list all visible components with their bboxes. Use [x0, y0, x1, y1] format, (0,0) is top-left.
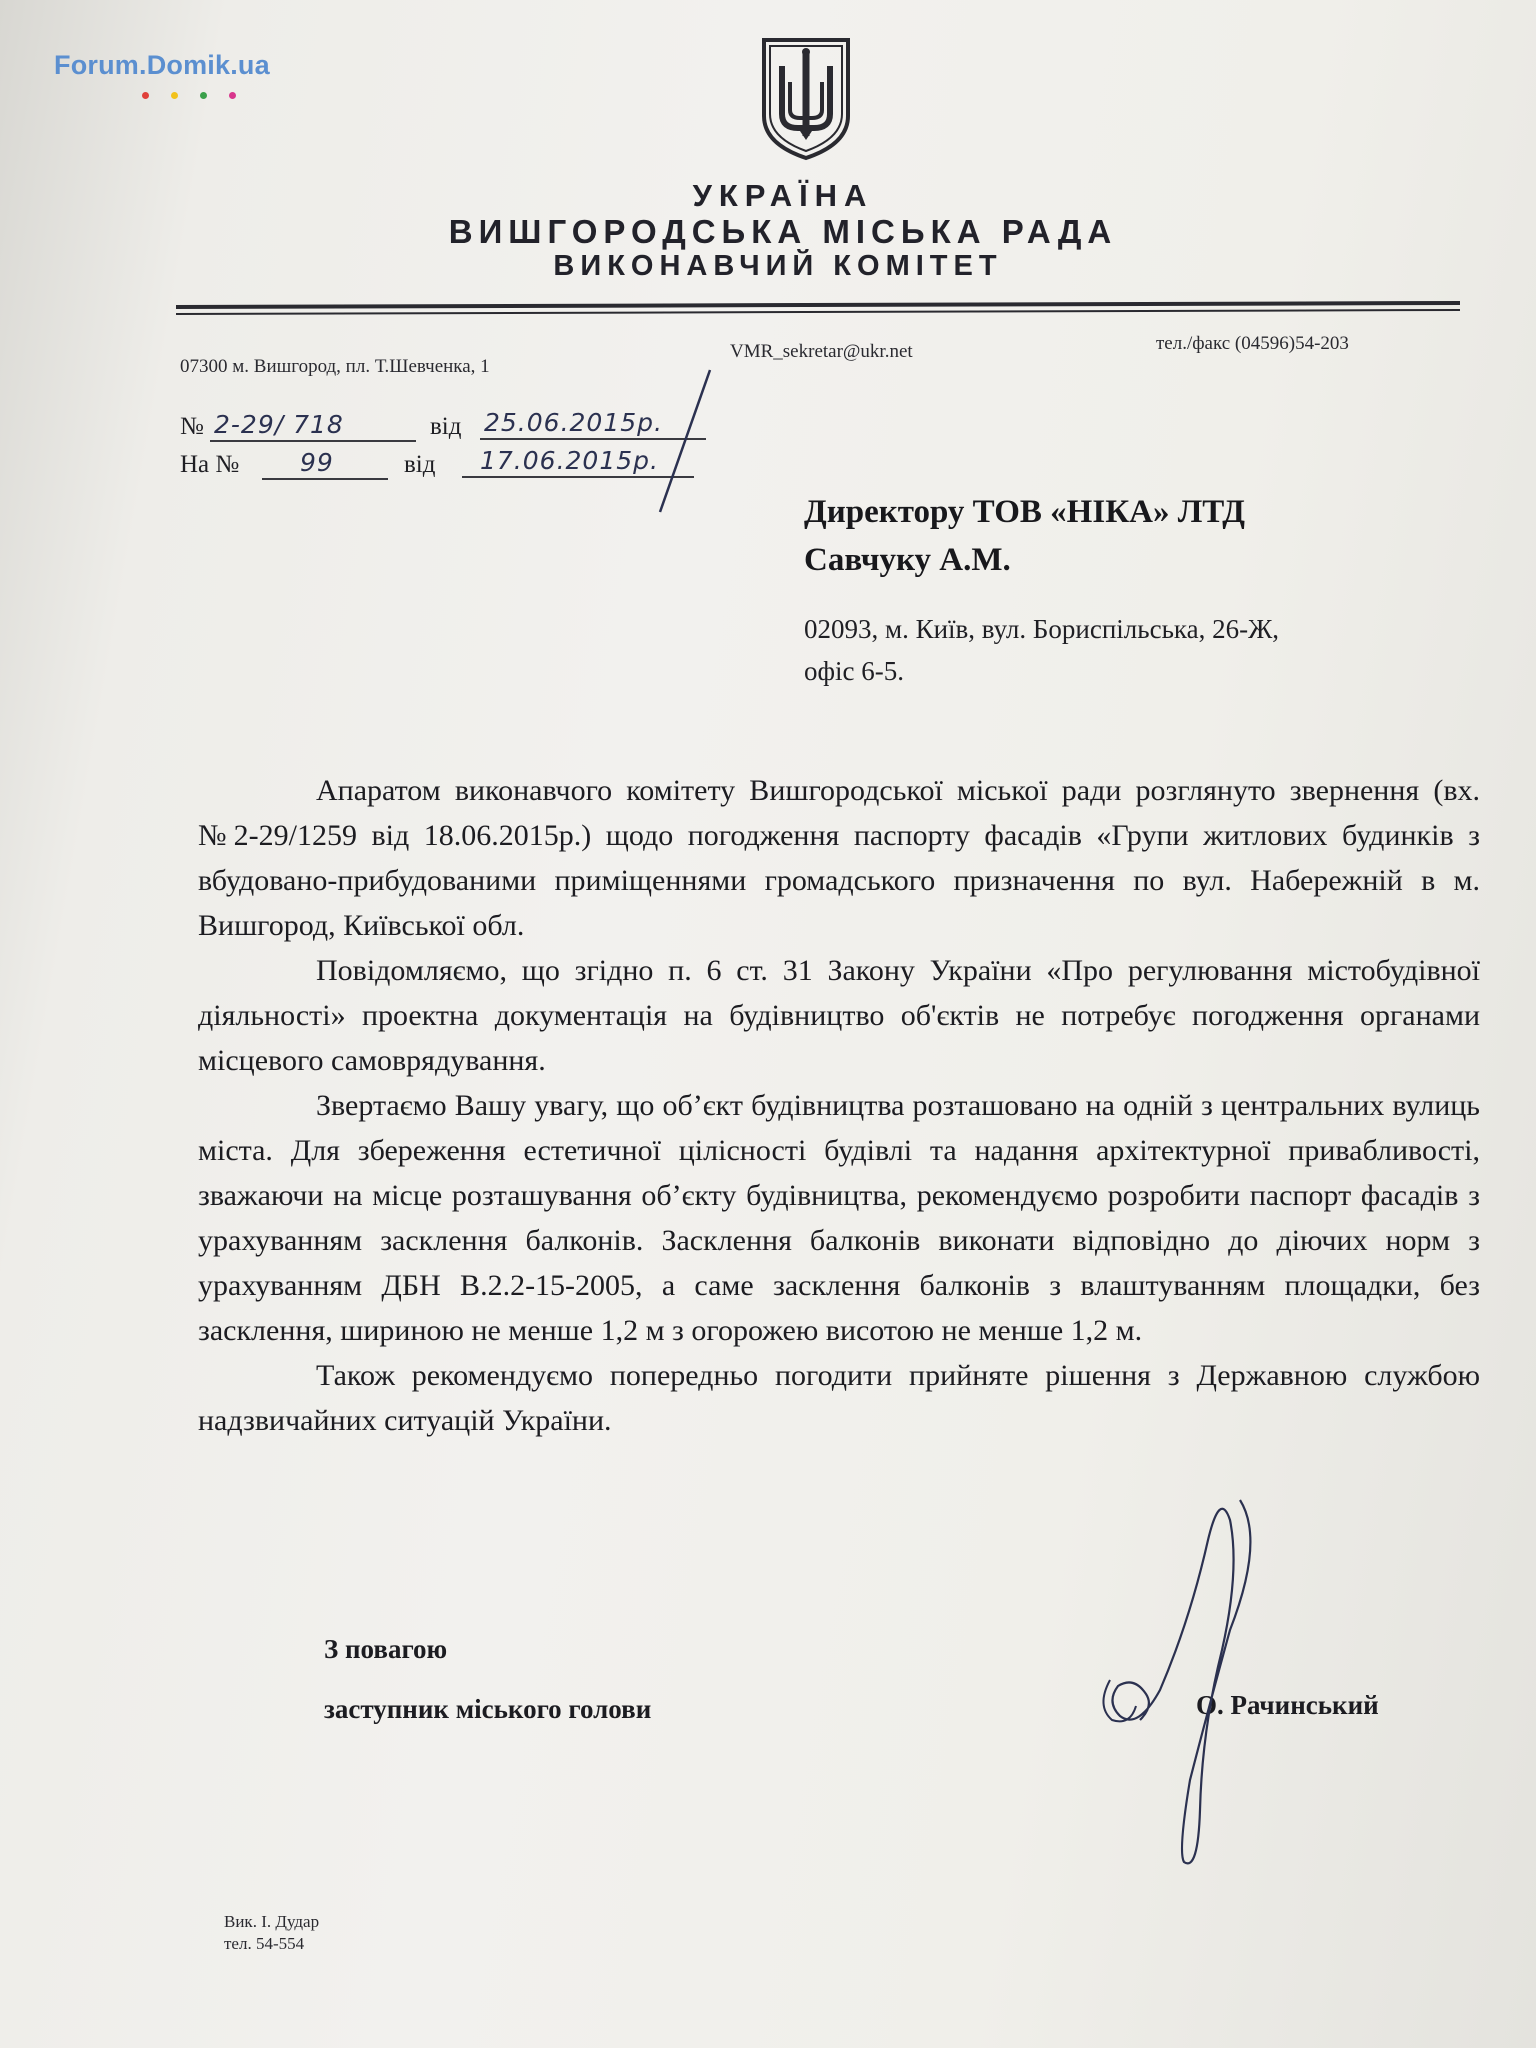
watermark-dots: [142, 86, 258, 104]
handwritten-slash-mark: [650, 366, 720, 516]
executor-phone: тел. 54-554: [224, 1934, 305, 1953]
trident-coat-of-arms-icon: [760, 36, 852, 162]
outgoing-number-underline: [210, 440, 416, 442]
body-paragraph-3: Звертаємо Вашу увагу, що об’єкт будівництва розташовано на одній з центральних вулиць міста. Для збереження естетичної цілісності будівлі та надання архітектурної привабливості, зважаючи на місце розташування об’єкту будівництва, рекомендуємо розробити паспорт фасадів з урахуванням засклення балконів. Засклення балконів виконати відповідно до діючих норм з урахуванням ДБН В.2.2-15-2005, а саме засклення балконів з влаштуванням площадки, без засклення, шириною не менше 1,2 м з огорожею висотою не менше 1,2 м.: [198, 1089, 1480, 1347]
outgoing-date-value: 25.06.2015р.: [484, 408, 663, 437]
header-council: ВИШГОРОДСЬКА МІСЬКА РАДА: [448, 213, 1118, 250]
header-country: УКРАЇНА: [692, 178, 874, 213]
addressee-address-line1: 02093, м. Київ, вул. Бориспільська, 26-Ж,: [804, 614, 1280, 644]
forum-watermark: Forum.Domik.ua: [54, 50, 270, 80]
incoming-number-value: 99: [300, 448, 334, 477]
body-paragraph-1: Апаратом виконавчого комітету Вишгородської міської ради розглянуто звернення (вх. №2-29/1259 від 18.06.2015р.) щодо погодження паспорту фасадів «Групи житлових будинків з вбудовано-прибудованими приміщеннями громадського призначення по вул. Набережній в м. Вишгород, Київської обл.: [198, 774, 1480, 942]
executor-name: Вик. І. Дудар: [224, 1912, 320, 1931]
incoming-number-underline: [262, 478, 388, 480]
watermark-dot: [200, 92, 207, 99]
incoming-date-value: 17.06.2015р.: [480, 446, 659, 475]
addressee-name: Савчуку А.М.: [804, 542, 1011, 578]
outgoing-date-label: від: [430, 413, 462, 440]
header-address: 07300 м. Вишгород, пл. Т.Шевченка, 1: [180, 356, 490, 377]
header-committee: ВИКОНАВЧИЙ КОМІТЕТ: [553, 250, 1003, 282]
signatory-name: О. Рачинський: [1196, 1690, 1379, 1720]
header-email: VMR_sekretar@ukr.net: [730, 341, 913, 362]
watermark-dot: [229, 92, 236, 99]
header-divider-thin: [176, 309, 1460, 315]
outgoing-number-label: №: [180, 413, 204, 440]
body-paragraph-4: Також рекомендуємо попередньо погодити прийняте рішення з Державною службою надзвичайних ситуацій України.: [198, 1359, 1480, 1437]
handwritten-signature: [1090, 1480, 1260, 1880]
addressee-address-line2: офіс 6-5.: [804, 656, 904, 686]
signatory-position: заступник міського голови: [324, 1694, 652, 1724]
letter-body: [198, 768, 1480, 1443]
addressee-title: Директору ТОВ «НІКА» ЛТД: [804, 494, 1245, 530]
watermark-dot: [171, 92, 178, 99]
body-paragraph-2: Повідомляємо, що згідно п. 6 ст. 31 Закону України «Про регулювання містобудівної діяльності» проектна документація на будівництво об'єктів не потребує погодження органами місцевого самоврядування.: [198, 954, 1480, 1077]
header-phone: тел./факс (04596)54-203: [1156, 333, 1349, 354]
watermark-dot: [142, 92, 149, 99]
header-divider-thick: [176, 301, 1460, 309]
outgoing-number-value: 2-29/ 718: [214, 410, 344, 439]
closing-regards: З повагою: [324, 1634, 448, 1664]
incoming-date-label: від: [404, 451, 436, 478]
incoming-number-label: На №: [180, 451, 240, 478]
